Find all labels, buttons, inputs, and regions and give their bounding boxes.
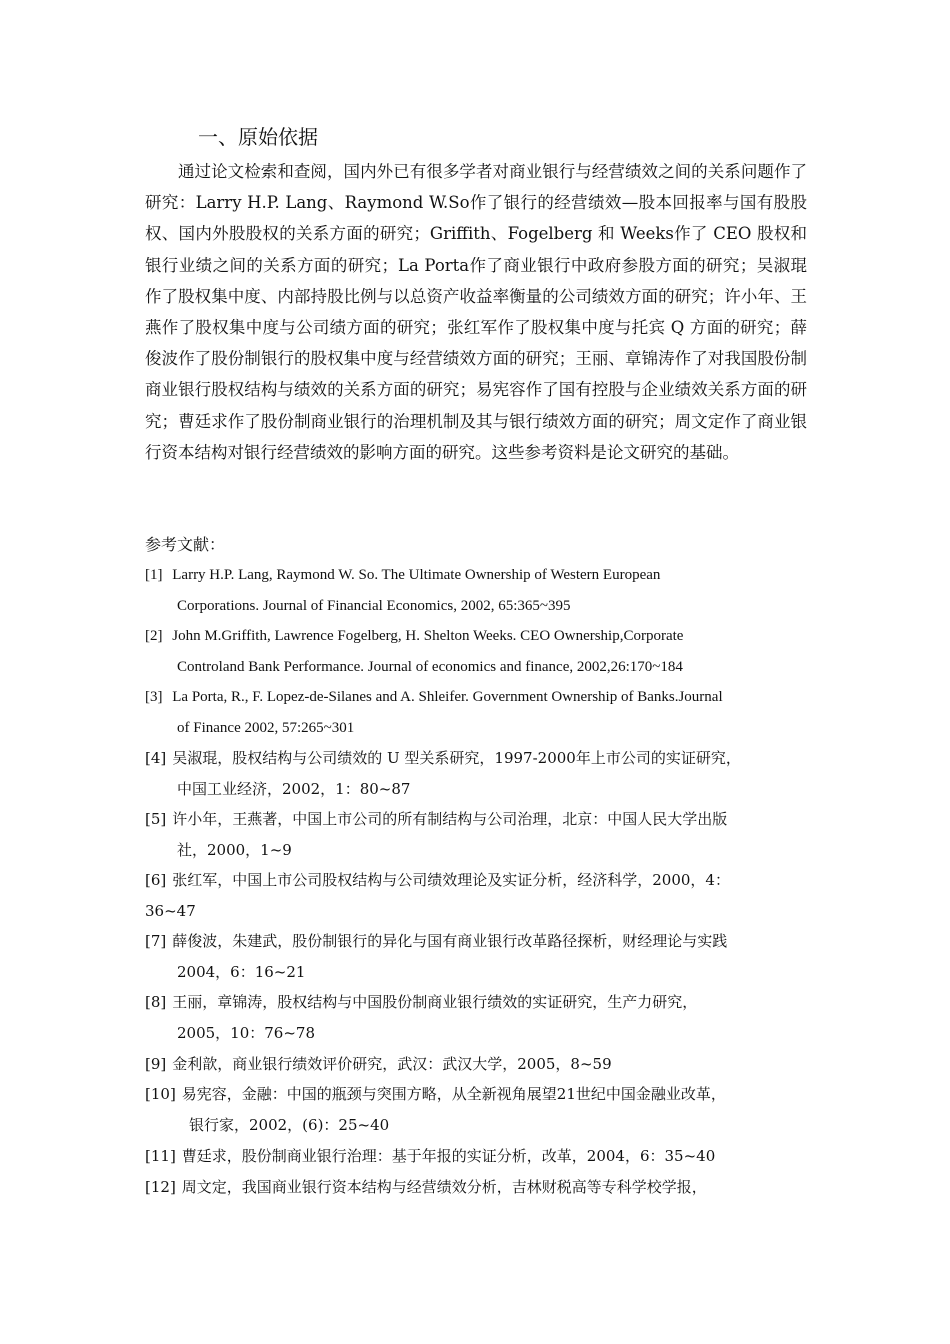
reference-text-continued: 2005，10：76~78 — [177, 1024, 316, 1042]
reference-text: 薛俊波，朱建武，股份制银行的异化与国有商业银行改革路径探析，财经理论与实践 — [172, 932, 728, 950]
reference-number: [3] — [145, 689, 163, 705]
reference-number: [7] — [145, 932, 167, 950]
reference-text: La Porta, R., F. Lopez-de-Silanes and A. Shleifer. Government Ownership of Banks.Journal — [172, 689, 723, 705]
reference-number: [5] — [145, 810, 167, 828]
references-title: 参考文献： — [145, 535, 226, 554]
reference-number: [9] — [145, 1055, 167, 1073]
reference-text-continued: Corporations. Journal of Financial Economics, 2002, 65:365~395 — [177, 598, 571, 614]
reference-text-continued: of Finance 2002, 57:265~301 — [177, 720, 355, 736]
reference-text: 易宪容，金融：中国的瓶颈与突围方略，从全新视角展望21世纪中国金融业改革， — [181, 1085, 726, 1103]
body-paragraph: 通过论文检索和查阅，国内外已有很多学者对商业银行与经营绩效之间的关系问题作了研究：Larry H.P. Lang、Raymond W.So作了银行的经营绩效—股本回报率与国有股股权、国内外股股权的关系方面的研究；Griffith、Fogelberg 和 Weeks作了 CEO 股权和银行业绩之间的关系方面的研究；La Porta作了商业银行中政府参股方面的研究；吴淑琨作了股权集中度、内部持股比例与以总资产收益率衡量的公司绩效方面的研究；许小年、王燕作了股权集中度与公司绩方面的研究；张红军作了股权集中度与托宾 Q 方面的研究；薛俊波作了股份制银行的股权集中度与经营绩效方面的研究；王丽、章锦涛作了对我国股份制商业银行股权结构与绩效的关系方面的研究；易宪容作了国有控股与企业绩效关系方面的研究；曹廷求作了股份制商业银行的治理机制及其与银行绩效方面的研究；周文定作了商业银行资本结构对银行经营绩效的影响方面的研究。这些参考资料是论文研究的基础。 — [145, 162, 807, 462]
reference-item — [145, 1049, 807, 1080]
reference-item — [145, 1172, 807, 1203]
section-heading: 一、原始依据 — [198, 125, 318, 149]
reference-item — [145, 1079, 807, 1141]
reference-text-continued: 中国工业经济，2002，1：80~87 — [177, 780, 411, 798]
reference-item — [145, 743, 807, 805]
reference-number: [2] — [145, 628, 163, 644]
reference-text: 曹廷求，股份制商业银行治理：基于年报的实证分析，改革，2004，6：35~40 — [181, 1147, 716, 1165]
reference-item — [145, 804, 807, 866]
reference-text: John M.Griffith, Lawrence Fogelberg, H. Shelton Weeks. CEO Ownership,Corporate — [172, 628, 684, 644]
reference-text: 王丽，章锦涛，股权结构与中国股份制商业银行绩效的实证研究，生产力研究， — [172, 993, 698, 1011]
reference-text-continued: 社，2000，1~9 — [177, 841, 292, 859]
reference-item — [145, 926, 807, 988]
reference-text: 吴淑琨，股权结构与公司绩效的 U 型关系研究，1997-2000年上市公司的实证研究， — [172, 749, 741, 767]
reference-item — [145, 1141, 807, 1172]
reference-number: [8] — [145, 993, 167, 1011]
reference-item — [145, 682, 807, 744]
reference-number: [1] — [145, 567, 163, 583]
reference-text-continued: Controland Bank Performance. Journal of economics and finance, 2002,26:170~184 — [177, 659, 683, 675]
reference-number: [10] — [145, 1085, 176, 1103]
reference-item — [145, 865, 807, 927]
reference-text-continued: 2004，6：16~21 — [177, 963, 306, 981]
reference-number: [12] — [145, 1178, 176, 1196]
reference-text: 许小年，王燕著，中国上市公司的所有制结构与公司治理，北京：中国人民大学出版 — [172, 810, 728, 828]
reference-text-continued: 银行家，2002，(6)：25~40 — [189, 1116, 390, 1134]
reference-number: [6] — [145, 871, 167, 889]
reference-text-continued: 36~47 — [145, 902, 196, 920]
reference-number: [11] — [145, 1147, 176, 1165]
reference-text: Larry H.P. Lang, Raymond W. So. The Ultimate Ownership of Western European — [172, 567, 661, 583]
reference-item — [145, 621, 807, 683]
reference-text: 金利歆，商业银行绩效评价研究，武汉：武汉大学，2005，8~59 — [172, 1055, 612, 1073]
reference-text: 张红军，中国上市公司股权结构与公司绩效理论及实证分析，经济科学，2000，4： — [172, 871, 730, 889]
reference-text: 周文定，我国商业银行资本结构与经营绩效分析，吉林财税高等专科学校学报， — [181, 1178, 707, 1196]
reference-number: [4] — [145, 749, 167, 767]
reference-item — [145, 560, 807, 622]
reference-item — [145, 987, 807, 1049]
